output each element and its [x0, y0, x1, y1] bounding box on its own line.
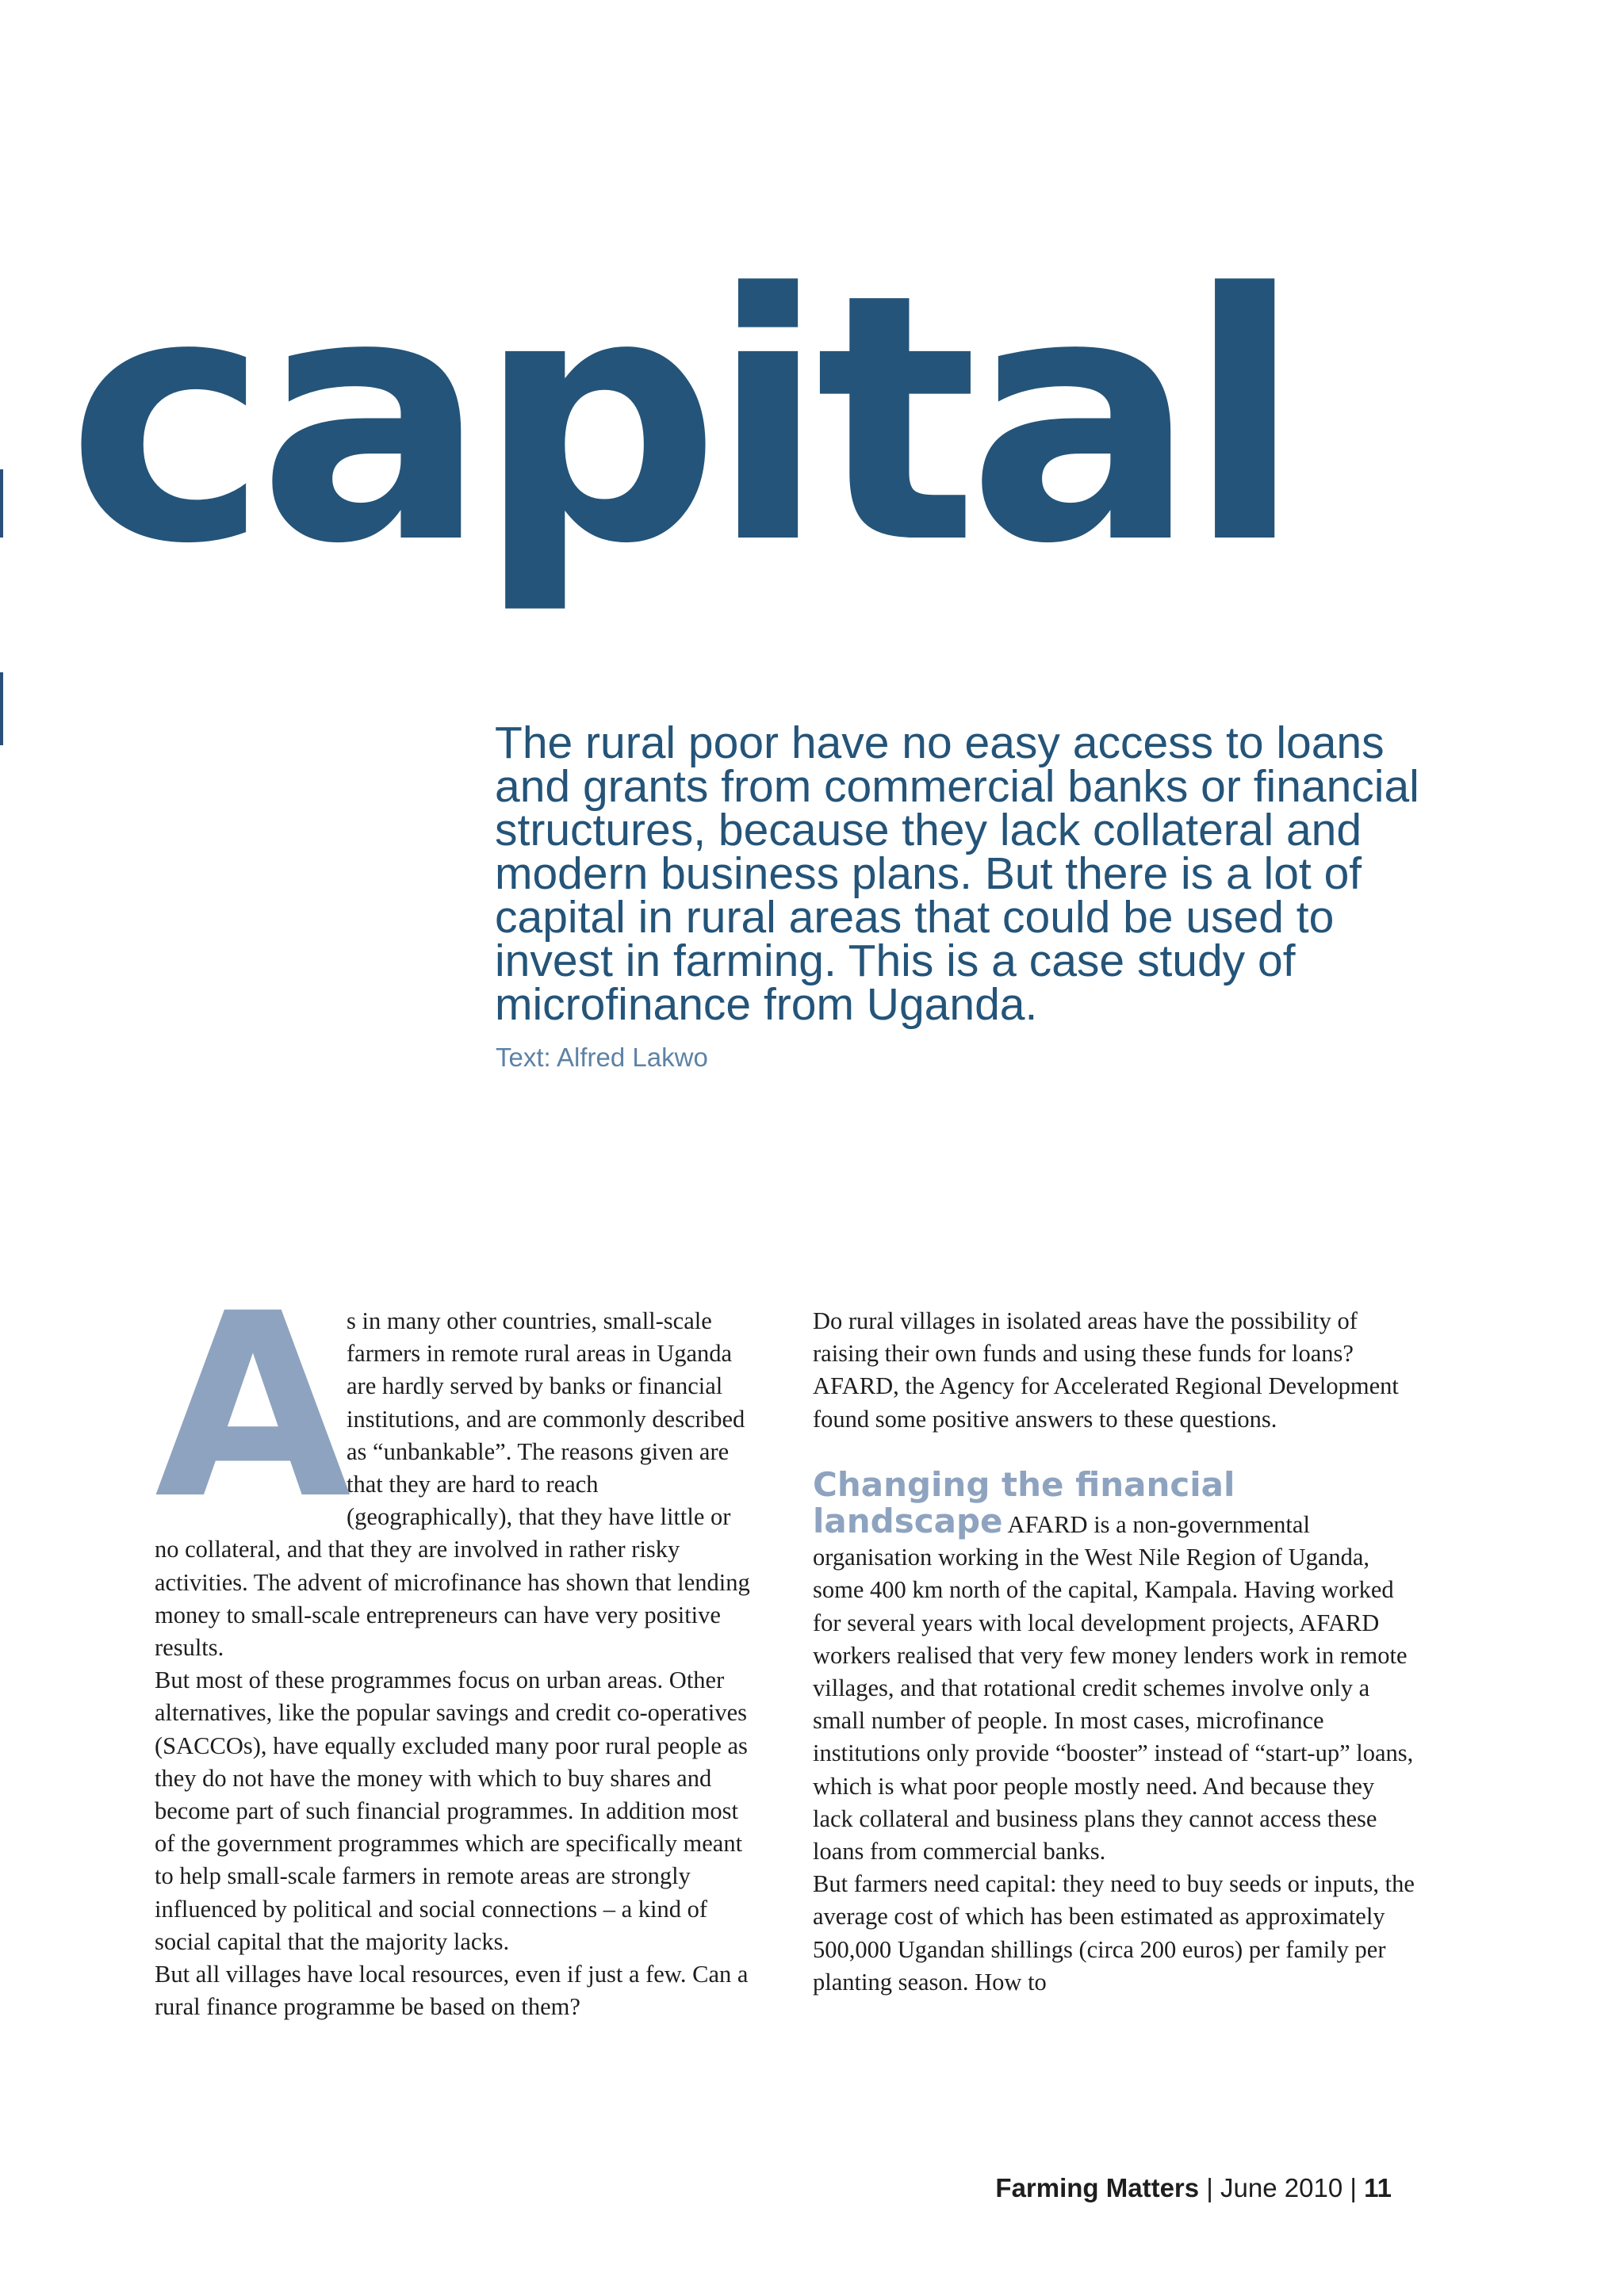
- standfirst: The rural poor have no easy access to loans and grants from commercial banks or financial structures, because they lack collateral and modern business plans. But there is a lot of capital in rural areas that could be used to invest in farming. This is a case study of microfinance from Uganda.: [495, 718, 1419, 1030]
- left-paragraph-1: s in many other countries, small-scale farmers in remote rural areas in Uganda are hardly served by banks or financial institutions, and are commonly described as “unbankable”. The reasons given are that they are hard to reach (geographically), that they have little or no collateral, and that they are involved in rather risky activities. The advent of microfinance has shown that lending money to small-scale entrepreneurs can have very positive results.: [155, 1307, 750, 1662]
- left-paragraph-2: But most of these programmes focus on urban areas. Other alternatives, like the popular savings and credit co-operatives (SACCOs), have equally excluded many poor rural people as they do not have the money with which to buy shares and become part of such financial programmes. In addition most of the government programmes which are specifically meant to help small-scale farmers in remote areas are strongly influenced by political and social connections – a kind of social capital that the majority lacks.: [155, 1667, 748, 1955]
- right-paragraph-2: [813, 1464, 1415, 1868]
- left-paragraph-3: But all villages have local resources, even if just a few. Can a rural finance programme be based on them?: [155, 1961, 749, 2021]
- right-column: [813, 1305, 1415, 1999]
- footer-date: June 2010: [1220, 2173, 1343, 2202]
- right-paragraph-2-text: AFARD is a non-governmental organisation working in the West Nile Region of Uganda, some 400 km north of the capital, Kampala. Having worked for several years with local development projects, AFARD workers realised that very few money lenders work in remote villages, and that rotational credit schemes involve only a small number of people. In most cases, microfinance institutions only provide “booster” instead of “start-up” loans, which is what poor people mostly need. And because they lack collateral and business plans they cannot access these loans from commercial banks.: [813, 1511, 1414, 1866]
- footer-page-number: 11: [1364, 2173, 1392, 2202]
- right-paragraph-1: Do rural villages in isolated areas have the possibility of raising their own funds and using these funds for loans? AFARD, the Agency for Accelerated Regional Development found some positive answers to these questions.: [813, 1307, 1399, 1433]
- left-column: [155, 1260, 757, 2023]
- footer-separator-1: |: [1199, 2173, 1221, 2202]
- page-footer: [995, 2173, 1392, 2203]
- drop-cap: A: [155, 1260, 351, 1555]
- footer-publication: Farming Matters: [995, 2173, 1200, 2202]
- byline: Text: Alfred Lakwo: [496, 1043, 708, 1072]
- paragraph-gap: [813, 1436, 1415, 1468]
- page-edge-mark-bottom: [0, 672, 3, 745]
- section-subhead: Changing the financial landscape: [813, 1464, 1235, 1541]
- right-paragraph-3: But farmers need capital: they need to buy seeds or inputs, the average cost of which has been estimated as approximately 500,000 Ugandan shillings (circa 200 euros) per family per planting season. How to: [813, 1870, 1415, 1996]
- page-title: capital: [67, 222, 1293, 618]
- footer-separator-2: |: [1342, 2173, 1365, 2202]
- page-edge-mark-top: [0, 469, 3, 538]
